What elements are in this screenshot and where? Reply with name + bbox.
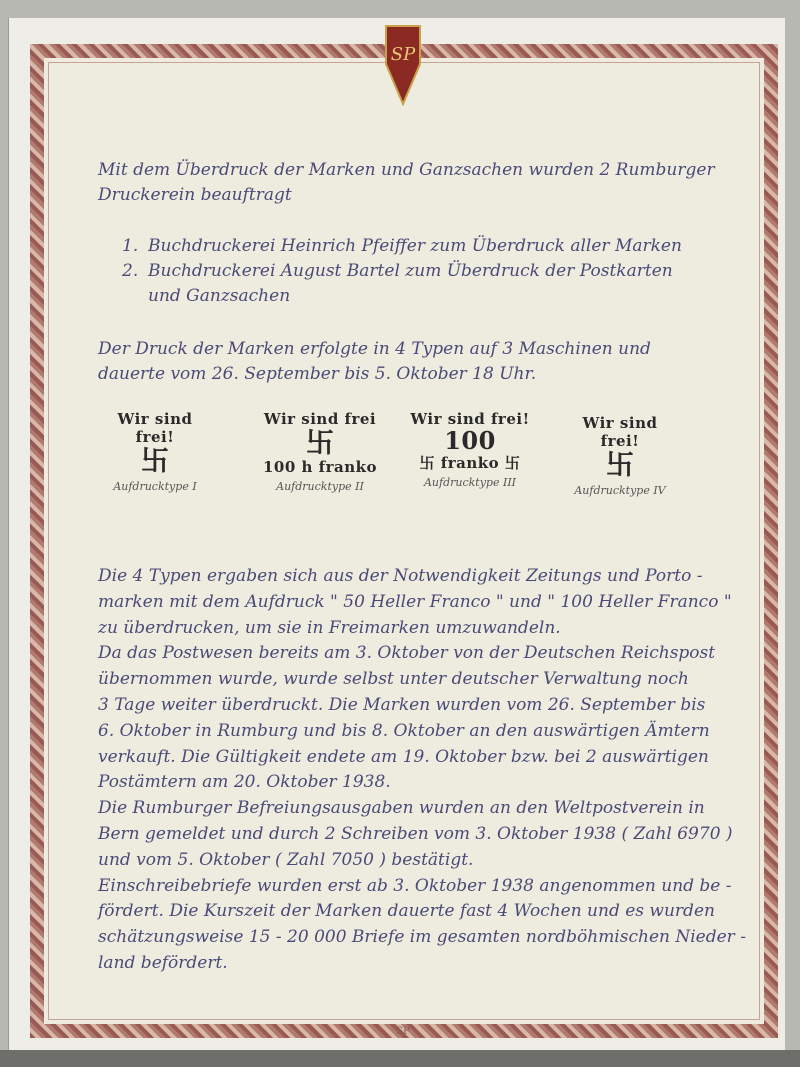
text-line: Die 4 Typen ergaben sich aus der Notwendigkeit Zeitungs und Porto - <box>98 566 703 586</box>
overprint-caption: Aufdrucktype IV <box>574 484 666 497</box>
text-line: übernommen wurde, wurde selbst unter deutscher Verwaltung noch <box>98 669 689 690</box>
text-line: Da das Postwesen bereits am 3. Oktober von der Deutschen Reichspost <box>98 643 716 664</box>
overprint-type-3 <box>410 410 530 489</box>
printer-list <box>122 234 682 309</box>
text-line: dauerte vom 26. September bis 5. Oktober 18 Uhr. <box>98 364 537 384</box>
text-line: Die Rumburger Befreiungsausgaben wurden an den Weltpostverein in <box>98 798 705 819</box>
text-line: verkauft. Die Gültigkeit endete am 19. Oktober bzw. bei 2 auswärtigen <box>98 746 709 767</box>
overprint-text: 100 h franko <box>262 458 378 476</box>
overprint-caption: Aufdrucktype II <box>276 480 364 493</box>
list-text: und Ganzsachen <box>148 286 291 306</box>
text-line: schätzungsweise 15 - 20 000 Briefe im gesamten nordböhmischen Nieder - <box>98 927 746 948</box>
swastika-icon: 卐 <box>140 444 169 477</box>
swastika-icon: 卐 <box>504 454 521 472</box>
text-line: 6. Oktober in Rumburg und bis 8. Oktober an den auswärtigen Ämtern <box>98 720 710 741</box>
text-line: Bern gemeldet und durch 2 Schreiben vom 3. Oktober 1938 ( Zahl 6970 ) <box>98 823 733 844</box>
text-line: marken mit dem Aufdruck " 50 Heller Franco " und " 100 Heller Franco " <box>98 591 732 612</box>
text-line: fördert. Die Kurszeit der Marken dauerte fast 4 Wochen und es wurden <box>98 901 715 922</box>
list-text: Buchdruckerei August Bartel zum Überdruck der Postkarten <box>148 261 673 281</box>
overprint-text: Wir sind frei <box>263 410 377 428</box>
list-text: Buchdruckerei Heinrich Pfeiffer zum Überdruck aller Marken <box>148 236 682 256</box>
list-number: 1. <box>122 236 139 256</box>
overprint-text: frei! <box>135 428 175 446</box>
swastika-icon: 卐 <box>605 448 634 481</box>
overprint-caption: Aufdrucktype I <box>113 480 197 493</box>
text-line: Einschreibebriefe wurden erst ab 3. Oktober 1938 angenommen und be - <box>98 875 732 896</box>
text-line: 3 Tage weiter überdruckt. Die Marken wurden vom 26. September bis <box>98 694 706 715</box>
crest-bottom-ornament: SP <box>396 1026 410 1037</box>
list-item <box>122 234 682 259</box>
overprint-type-2 <box>255 410 385 493</box>
overprint-text <box>410 454 530 472</box>
overprint-type-1 <box>100 410 210 493</box>
text-line: land befördert. <box>98 952 228 973</box>
text-line: Postämtern am 20. Oktober 1938. <box>98 772 391 793</box>
text-line: und vom 5. Oktober ( Zahl 7050 ) bestätigt. <box>98 849 474 870</box>
list-item <box>122 259 682 309</box>
overprint-value: 100 <box>444 426 496 455</box>
swastika-icon: 卐 <box>419 454 436 472</box>
overprint-caption: Aufdrucktype III <box>423 476 517 489</box>
print-info-paragraph <box>98 337 651 387</box>
overprint-text: franko <box>440 454 500 472</box>
text-line: Druckerein beauftragt <box>98 185 292 205</box>
overprint-types <box>100 410 710 520</box>
overprint-text: Wir sind <box>582 414 658 432</box>
crest-shield-icon <box>384 24 422 106</box>
intro-paragraph <box>98 158 715 208</box>
text-line: Mit dem Überdruck der Marken und Ganzsachen wurden 2 Rumburger <box>98 160 715 180</box>
frame-edge <box>0 1050 800 1067</box>
text-line: zu überdrucken, um sie in Freimarken umzuwandeln. <box>98 617 561 638</box>
crest-monogram: SP <box>390 44 416 65</box>
history-paragraph <box>98 564 746 977</box>
overprint-text: frei! <box>600 432 640 450</box>
overprint-text: Wir sind frei! <box>410 410 530 428</box>
overprint-type-4 <box>565 414 675 497</box>
swastika-icon: 卐 <box>305 426 334 459</box>
text-line: Der Druck der Marken erfolgte in 4 Typen auf 3 Maschinen und <box>98 339 651 359</box>
overprint-text: Wir sind <box>117 410 193 428</box>
list-number: 2. <box>122 261 139 281</box>
